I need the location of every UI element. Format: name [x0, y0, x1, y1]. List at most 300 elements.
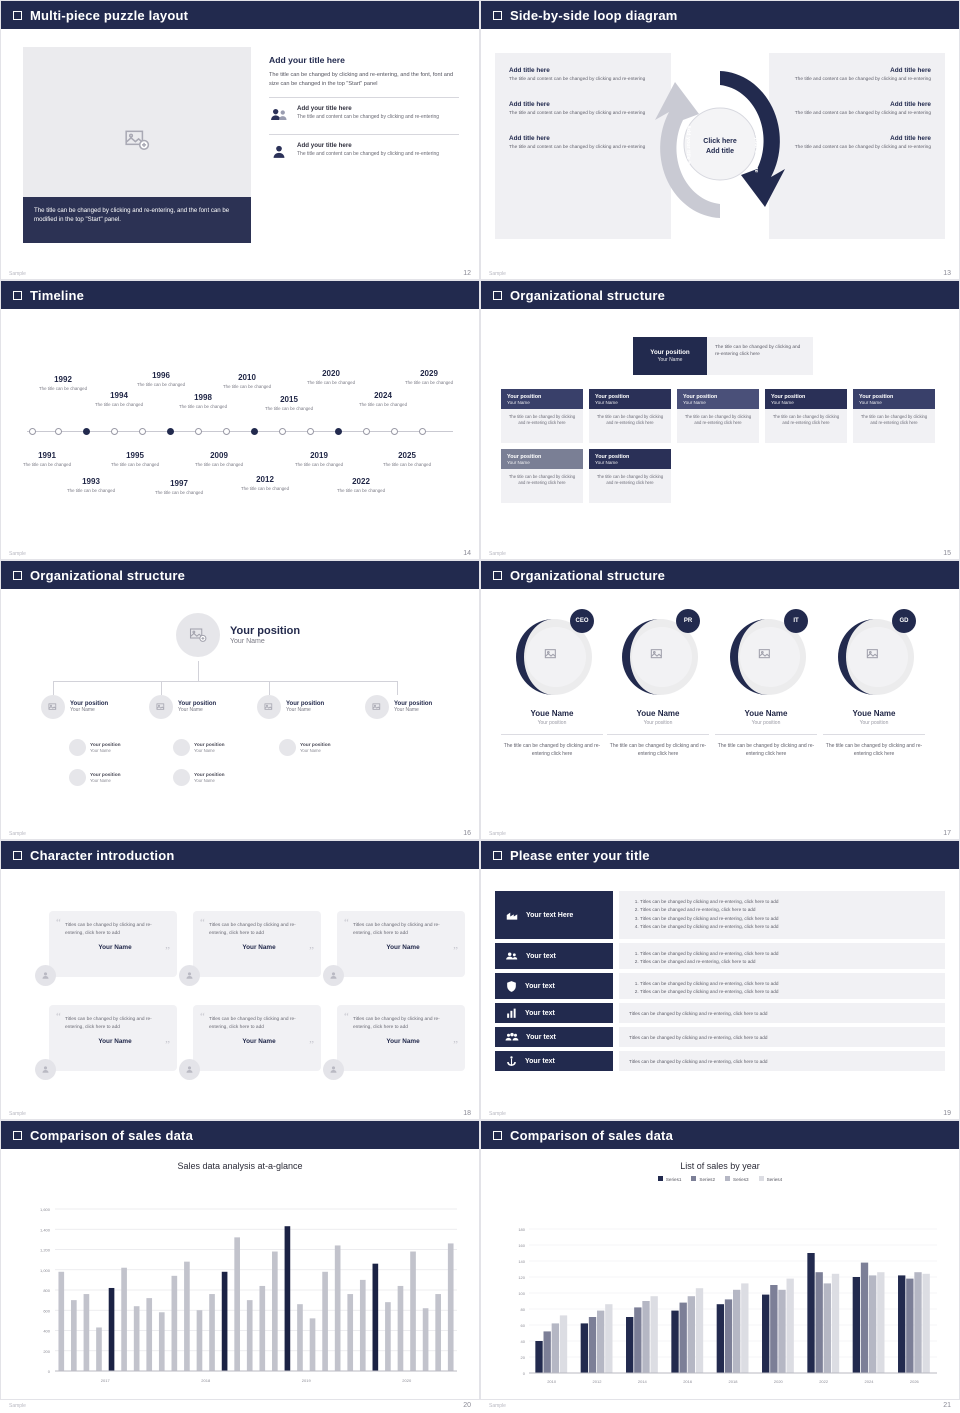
quote-text: Titles can be changed by clicking and re-entering, click here to add: [209, 1017, 296, 1030]
timeline-year: 2012: [256, 475, 274, 484]
tab-label: Your text: [525, 1057, 555, 1065]
quote-close-icon: ”: [165, 1039, 170, 1051]
avatar-ring: [722, 611, 810, 699]
connector: [198, 661, 199, 681]
slide-13-title: Side-by-side loop diagram: [510, 7, 678, 23]
block-text: The title and content can be changed by clicking and re-entering: [794, 77, 931, 82]
quote-text: Titles can be changed by clicking and re-entering, click here to add: [65, 1017, 152, 1030]
timeline-note: The title can be changed: [240, 486, 290, 491]
quote-open-icon: “: [56, 917, 61, 929]
block-text: The title and content can be changed by clicking and re-entering: [794, 145, 931, 151]
list-item[interactable]: [269, 142, 459, 162]
user-icon: [184, 970, 195, 981]
timeline-item[interactable]: [189, 451, 249, 468]
timeline-year: 2022: [352, 477, 370, 486]
block-text: The title and content can be changed by clicking and re-entering: [509, 111, 646, 117]
sales-bar-chart: [11, 1203, 471, 1393]
slide-17: [480, 560, 960, 840]
anchor-icon: [505, 1055, 518, 1068]
row-panel-1: [619, 891, 945, 939]
timeline-year: 2019: [310, 451, 328, 460]
svg-text:0: 0: [522, 1371, 525, 1376]
svg-text:800: 800: [43, 1288, 50, 1293]
quote-card[interactable]: [193, 911, 321, 977]
timeline-item[interactable]: [377, 451, 437, 468]
timeline-year: 2015: [280, 395, 298, 404]
timeline-year: 2025: [398, 451, 416, 460]
svg-text:120: 120: [518, 1275, 525, 1280]
card-position: Your position: [595, 453, 630, 460]
quote-text: Titles can be changed by clicking and re-entering, click here to add: [353, 923, 440, 936]
card-name: Your Name: [859, 399, 882, 405]
brand-mark: Sample: [9, 1403, 26, 1409]
image-caption: The title can be changed by clicking and re-entering, and the font can be modified in the top "Start" panel.: [23, 197, 251, 243]
row-panel-5: [619, 1027, 945, 1047]
block-heading: Add title here: [890, 135, 931, 143]
tab-label: Your text Here: [526, 911, 574, 919]
connector: [53, 681, 397, 682]
brand-mark: Sample: [9, 1111, 26, 1117]
node-position: Your position: [194, 742, 225, 748]
person-name: Youe Name: [636, 709, 680, 718]
timeline-item[interactable]: [217, 373, 277, 390]
svg-text:2024: 2024: [864, 1379, 874, 1384]
page-number: 15: [943, 550, 951, 557]
root-position: Your position: [230, 625, 301, 637]
avatar-ring: [830, 611, 918, 699]
root-position: Your position: [650, 349, 690, 356]
timeline-item[interactable]: [89, 391, 149, 408]
image-icon: [124, 127, 150, 153]
bullet-square-icon: [13, 1131, 22, 1140]
timeline-note: The title can be changed: [404, 380, 454, 385]
image-icon: [189, 626, 207, 644]
tab-label: Your text: [526, 1033, 556, 1041]
timeline-note: The title can be changed: [154, 490, 204, 495]
slide-21: [480, 1120, 960, 1409]
quote-close-icon: ”: [309, 945, 314, 957]
row-panel-3: [619, 973, 945, 999]
org-node[interactable]: [149, 695, 216, 719]
svg-text:2017: 2017: [100, 1378, 110, 1383]
image-icon: [264, 702, 275, 713]
page-number: 18: [463, 1110, 471, 1117]
timeline-year: 1996: [152, 371, 170, 380]
timeline-year: 2009: [210, 451, 228, 460]
quote-open-icon: “: [344, 1011, 349, 1023]
svg-text:140: 140: [518, 1259, 525, 1264]
block-text: The title and content can be changed by clicking and re-entering: [509, 77, 646, 82]
quote-name: Your Name: [386, 944, 420, 952]
user-icon: [328, 1064, 339, 1075]
arc-label-right: Add your title here: [753, 125, 759, 173]
avatar-placeholder: [279, 739, 296, 756]
slide-14-title: Timeline: [30, 287, 85, 303]
legend-item: Series3: [725, 1176, 749, 1182]
org-card[interactable]: [589, 449, 671, 503]
timeline-note: The title can be changed: [194, 462, 244, 467]
timeline-axis: [27, 431, 453, 432]
org-node[interactable]: [41, 695, 108, 719]
svg-text:2012: 2012: [592, 1379, 602, 1384]
avatar-placeholder: [69, 769, 86, 786]
quote-name: Your Name: [242, 944, 276, 952]
bullet-square-icon: [493, 851, 502, 860]
svg-text:180: 180: [518, 1227, 525, 1232]
timeline-item[interactable]: [301, 369, 361, 386]
connector: [397, 681, 398, 695]
slide-19-header: [481, 841, 959, 869]
brand-mark: Sample: [489, 1403, 506, 1409]
list-item-title: Add your title here: [297, 104, 352, 112]
bullet-square-icon: [493, 571, 502, 580]
bullet-square-icon: [13, 851, 22, 860]
svg-text:2016: 2016: [683, 1379, 693, 1384]
card-name: Your Name: [595, 459, 618, 465]
person-position: Your position: [643, 720, 673, 726]
person-card[interactable]: [607, 611, 709, 758]
content-paragraph: The title can be changed by clicking and re-entering, and the font, font and size can be changed in the top "Start" panel: [269, 72, 454, 87]
page-number: 13: [943, 270, 951, 277]
factory-icon: [505, 908, 519, 922]
chart-title: List of sales by year: [680, 1161, 760, 1171]
block-heading: Add title here: [509, 135, 550, 143]
right-block-1[interactable]: [769, 53, 945, 83]
root-note: The title can be changed by clicking and re-entering click here: [707, 337, 813, 375]
avatar-placeholder: [257, 695, 281, 719]
person-desc: The title can be changed by clicking and re-entering click here: [607, 734, 709, 758]
panel-line: Titles can be changed by clicking and re-entering, click here to add: [629, 1011, 768, 1016]
timeline-note: The title can be changed: [294, 462, 344, 467]
role-badge: IT: [784, 609, 808, 633]
slide-14-header: [1, 281, 479, 309]
timeline-note: The title can be changed: [306, 380, 356, 385]
row-tab-2[interactable]: [495, 943, 613, 969]
list-item-desc: The title and content can be changed by clicking and re-entering: [297, 113, 440, 120]
card-desc: The title can be changed by clicking and re-entering click here: [589, 409, 671, 443]
timeline-item[interactable]: [61, 477, 121, 494]
page-number: 12: [463, 270, 471, 277]
quote-name: Your Name: [242, 1038, 276, 1046]
timeline-note: The title can be changed: [382, 462, 432, 467]
user-icon: [40, 1064, 51, 1075]
card-position: Your position: [507, 393, 542, 400]
person-name: Youe Name: [852, 709, 896, 718]
person-name: Youe Name: [530, 709, 574, 718]
quote-card[interactable]: [49, 1005, 177, 1071]
slide-17-header: [481, 561, 959, 589]
svg-text:200: 200: [43, 1348, 50, 1354]
slide-19-title: Please enter your title: [510, 847, 650, 863]
org-root[interactable]: [176, 613, 300, 657]
avatar: [35, 1059, 56, 1080]
block-heading: Add title here: [509, 67, 550, 74]
timeline-year: 2029: [420, 369, 438, 378]
node-position: Your position: [70, 701, 109, 707]
quote-open-icon: “: [56, 1011, 61, 1023]
org-node[interactable]: [257, 695, 324, 719]
timeline-note: The title can be changed: [66, 488, 116, 493]
quote-name: Your Name: [386, 1038, 420, 1046]
divider: [269, 134, 459, 135]
timeline-item[interactable]: [399, 369, 459, 386]
right-block-2[interactable]: [769, 83, 945, 117]
timeline-item[interactable]: [259, 395, 319, 412]
image-icon: [758, 647, 774, 663]
org-root-box[interactable]: [633, 337, 707, 375]
timeline-note: The title can be changed: [358, 402, 408, 407]
divider: [269, 97, 459, 98]
image-icon: [48, 702, 59, 713]
avatar-placeholder: [149, 695, 173, 719]
slide-15-title: Organizational structure: [510, 287, 666, 303]
legend-item: Series2: [691, 1176, 715, 1182]
org-card[interactable]: [501, 449, 583, 503]
avatar-placeholder: [176, 613, 220, 657]
timeline-item[interactable]: [289, 451, 349, 468]
svg-text:20: 20: [520, 1355, 525, 1360]
row-tab-6[interactable]: [495, 1051, 613, 1071]
node-position: Your position: [178, 701, 217, 707]
page-number: 19: [943, 1110, 951, 1117]
user-icon: [184, 1064, 195, 1075]
image-icon: [866, 647, 882, 663]
person-card[interactable]: [501, 611, 603, 758]
timeline-item[interactable]: [331, 477, 391, 494]
row-tab-4[interactable]: [495, 1003, 613, 1023]
svg-text:600: 600: [43, 1308, 50, 1314]
quote-open-icon: “: [200, 917, 205, 929]
row-tab-3[interactable]: [495, 973, 613, 999]
org-subnode[interactable]: [69, 739, 121, 756]
brand-mark: Sample: [489, 831, 506, 837]
svg-text:2020: 2020: [773, 1379, 783, 1384]
avatar: [35, 965, 56, 986]
card-desc: The title can be changed by clicking and re-entering click here: [765, 409, 847, 443]
person-card[interactable]: [715, 611, 817, 758]
center-line-1: Click here: [703, 138, 737, 145]
person-name: Youe Name: [744, 709, 788, 718]
panel-line: 1. Titles can be changed by clicking and re-entering, click here to add: [640, 898, 935, 905]
svg-text:400: 400: [43, 1328, 50, 1334]
arc-label-left: Add your title here: [685, 125, 691, 173]
timeline-year: 2010: [238, 373, 256, 382]
org-subnode[interactable]: [279, 739, 331, 756]
block-heading: Add title here: [509, 101, 550, 109]
org-card[interactable]: [677, 389, 759, 443]
panel-line: 3. Titles can be changed by clicking and re-entering, click here to add: [640, 915, 935, 922]
org-row-2: [501, 449, 671, 503]
svg-text:40: 40: [520, 1339, 525, 1344]
brand-mark: Sample: [489, 1111, 506, 1117]
row-panel-6: [619, 1051, 945, 1071]
timeline-item[interactable]: [353, 391, 413, 408]
org-subnode[interactable]: [69, 769, 121, 786]
tab-label: Your text: [525, 982, 555, 990]
slide-15: [480, 280, 960, 560]
timeline-year: 1998: [194, 393, 212, 402]
avatar-ring: [614, 611, 702, 699]
slide-21-title: Comparison of sales data: [510, 1127, 674, 1143]
card-position: Your position: [595, 393, 630, 400]
slide-20-title: Comparison of sales data: [30, 1127, 194, 1143]
slide-16-header: [1, 561, 479, 589]
node-name: Your Name: [394, 707, 419, 713]
brand-mark: Sample: [489, 551, 506, 557]
user-icon: [328, 970, 339, 981]
role-badge: CEO: [570, 609, 594, 633]
list-item[interactable]: [269, 105, 459, 125]
loop-center-text[interactable]: [703, 137, 736, 157]
card-desc: The title can be changed by clicking and re-entering click here: [677, 409, 759, 443]
timeline-item[interactable]: [173, 393, 233, 410]
person-card[interactable]: [823, 611, 925, 758]
quote-card[interactable]: [337, 911, 465, 977]
quote-card[interactable]: [49, 911, 177, 977]
quote-card[interactable]: [193, 1005, 321, 1071]
node-name: Your Name: [300, 747, 321, 753]
person-desc: The title can be changed by clicking and re-entering click here: [715, 734, 817, 758]
timeline-item[interactable]: [149, 479, 209, 496]
svg-text:100: 100: [518, 1291, 525, 1296]
org-card[interactable]: [589, 389, 671, 443]
page-number: 20: [463, 1402, 471, 1409]
quote-text: Titles can be changed by clicking and re-entering, click here to add: [353, 1017, 440, 1030]
svg-text:2018: 2018: [728, 1379, 738, 1384]
svg-text:2014: 2014: [637, 1379, 647, 1384]
quote-text: Titles can be changed by clicking and re-entering, click here to add: [209, 923, 296, 936]
timeline-body: [1, 309, 479, 561]
row-panel-4: [619, 1003, 945, 1023]
slide-18-title: Character introduction: [30, 847, 175, 863]
person-position: Your position: [859, 720, 889, 726]
card-position: Your position: [771, 393, 806, 400]
timeline-note: The title can be changed: [178, 404, 228, 409]
quote-open-icon: “: [344, 917, 349, 929]
slide-20: [0, 1120, 480, 1409]
org-card[interactable]: [853, 389, 935, 443]
connector: [53, 681, 54, 695]
slide-13: [480, 0, 960, 280]
chart-title: Sales data analysis at-a-glance: [177, 1161, 303, 1171]
timeline-year: 1995: [126, 451, 144, 460]
row-tab-1[interactable]: [495, 891, 613, 939]
role-badge: PR: [676, 609, 700, 633]
person-position: Your position: [537, 720, 567, 726]
org-root[interactable]: [633, 337, 813, 375]
card-desc: The title can be changed by clicking and re-entering click here: [853, 409, 935, 443]
legend-item: Series1: [658, 1176, 682, 1182]
org-subnode[interactable]: [173, 739, 225, 756]
org-card[interactable]: [501, 389, 583, 443]
svg-text:2026: 2026: [909, 1379, 919, 1384]
svg-text:80: 80: [520, 1307, 525, 1312]
timeline-note: The title can be changed: [94, 402, 144, 407]
slide-16: [0, 560, 480, 840]
page-number: 16: [463, 830, 471, 837]
right-block-3[interactable]: [769, 117, 945, 151]
svg-text:2018: 2018: [201, 1378, 211, 1383]
avatar-placeholder: [69, 739, 86, 756]
svg-text:60: 60: [520, 1323, 525, 1328]
person-desc: The title can be changed by clicking and re-entering click here: [501, 734, 603, 758]
org-card[interactable]: [765, 389, 847, 443]
slide-14: [0, 280, 480, 560]
svg-text:1,200: 1,200: [39, 1247, 50, 1253]
node-name: Your Name: [194, 747, 215, 753]
slide-13-header: [481, 1, 959, 29]
shield-icon: [505, 980, 518, 993]
group-icon: [505, 949, 519, 963]
brand-mark: Sample: [489, 271, 506, 277]
timeline-item[interactable]: [105, 451, 165, 468]
org-row-1: [501, 389, 935, 443]
slide-12: [0, 0, 480, 280]
node-position: Your position: [90, 742, 121, 748]
slide-12-content: [269, 55, 459, 171]
panel-line: 1. Titles can be changed by clicking and re-entering, click here to add: [640, 980, 935, 987]
center-line-2: Add title: [706, 147, 734, 155]
timeline-year: 1994: [110, 391, 128, 400]
image-icon: [372, 702, 383, 713]
image-icon: [650, 647, 666, 663]
org-subnode[interactable]: [173, 769, 225, 786]
avatar: [323, 965, 344, 986]
block-heading: Add title here: [890, 101, 931, 109]
slide-18-header: [1, 841, 479, 869]
image-icon: [156, 702, 167, 713]
node-position: Your position: [90, 772, 121, 778]
card-name: Your Name: [595, 399, 618, 405]
panel-line: 2. Titles can be changed and re-entering, click here to add: [640, 906, 935, 913]
timeline-note: The title can be changed: [22, 462, 72, 467]
timeline-year: 1991: [38, 451, 56, 460]
node-name: Your Name: [90, 777, 111, 783]
page-number: 14: [463, 550, 471, 557]
brand-mark: Sample: [9, 551, 26, 557]
timeline-item[interactable]: [17, 451, 77, 468]
connector: [161, 681, 162, 695]
node-name: Your Name: [286, 707, 311, 713]
card-name: Your Name: [507, 399, 530, 405]
org-node[interactable]: [365, 695, 432, 719]
quote-card[interactable]: [337, 1005, 465, 1071]
card-position: Your position: [683, 393, 718, 400]
tab-label: Your text: [526, 952, 556, 960]
timeline-item[interactable]: [33, 375, 93, 392]
svg-text:2020: 2020: [402, 1378, 412, 1383]
quote-name: Your Name: [98, 944, 132, 952]
quote-name: Your Name: [98, 1038, 132, 1046]
avatar: [179, 965, 200, 986]
slide-20-header: [1, 1121, 479, 1149]
timeline-note: The title can be changed: [110, 462, 160, 467]
panel-line: Titles can be changed by clicking and re-entering, click here to add: [629, 1035, 768, 1040]
card-position: Your position: [859, 393, 894, 400]
sales-by-year-chart: [491, 1223, 951, 1393]
timeline-year: 1993: [82, 477, 100, 486]
card-desc: The title can be changed by clicking and re-entering click here: [589, 469, 671, 503]
bullet-square-icon: [493, 11, 502, 20]
slide-12-title: Multi-piece puzzle layout: [30, 7, 189, 23]
timeline-year: 1992: [54, 375, 72, 384]
timeline-item[interactable]: [131, 371, 191, 388]
svg-text:2019: 2019: [301, 1378, 311, 1383]
list-item-title: Add your title here: [297, 141, 352, 149]
row-tab-5[interactable]: [495, 1027, 613, 1047]
panel-line: 1. Titles can be changed by clicking and re-entering, click here to add: [640, 950, 935, 957]
timeline-item[interactable]: [235, 475, 295, 492]
